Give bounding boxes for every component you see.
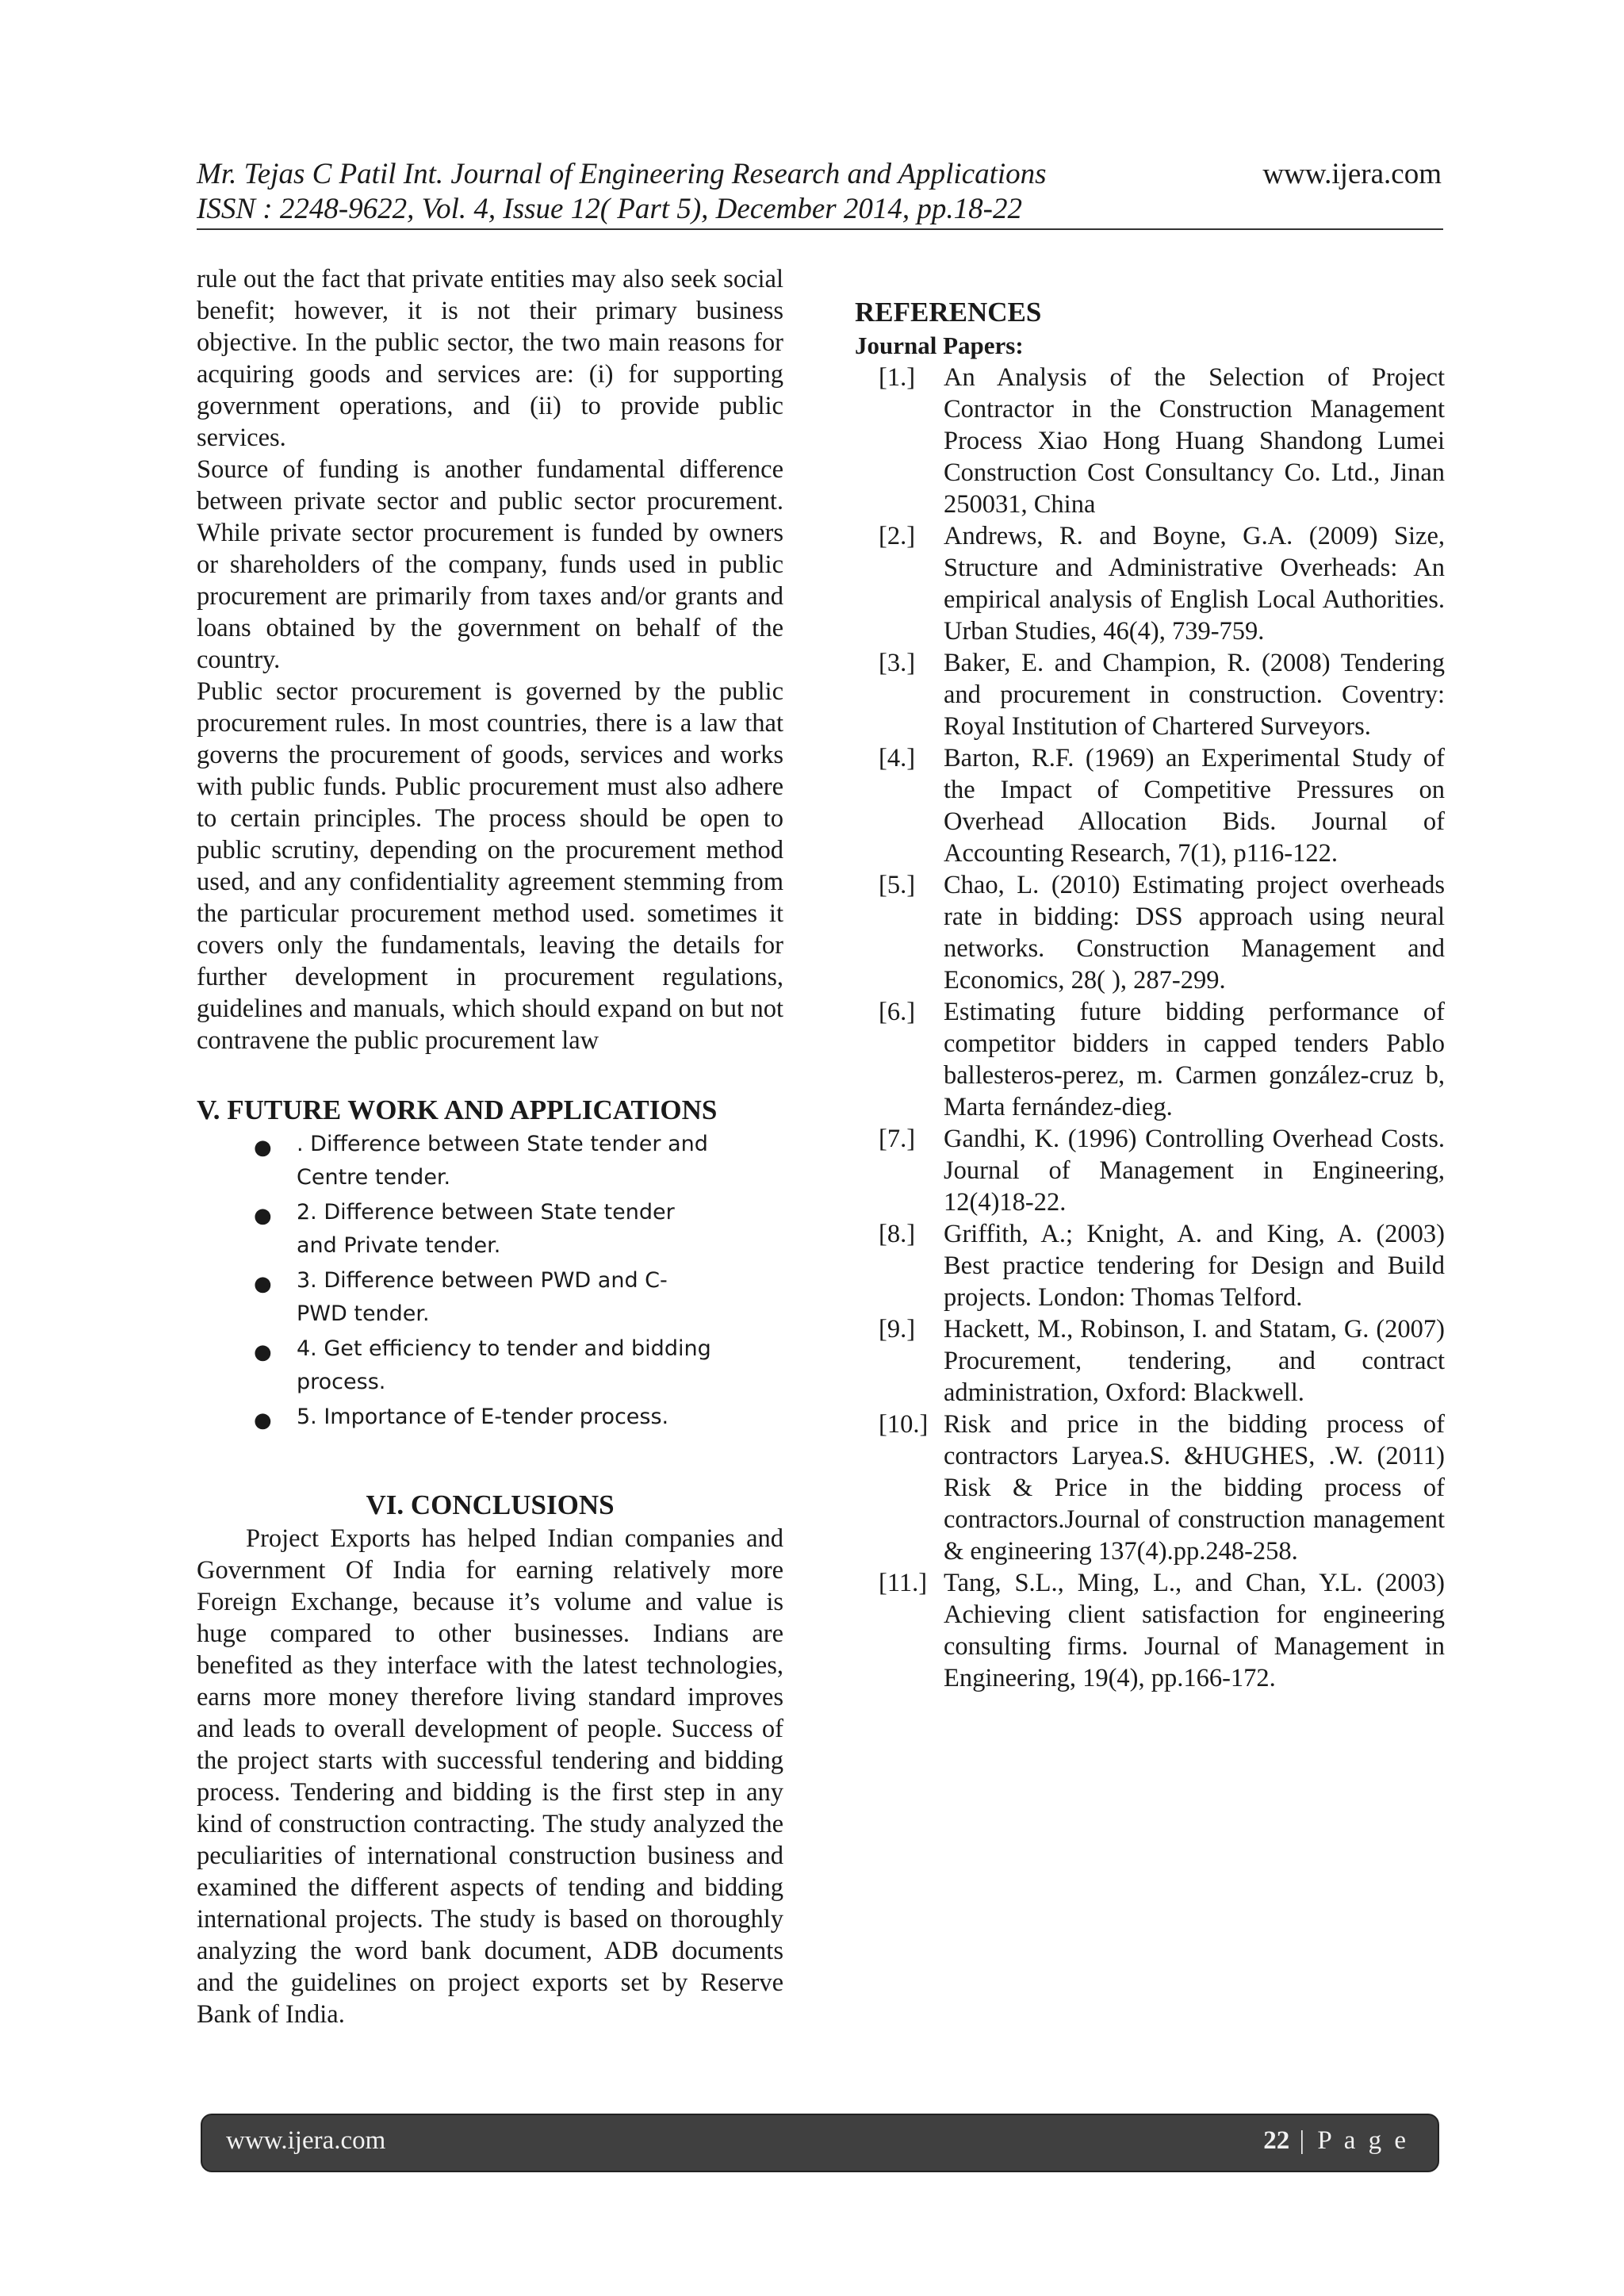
- reference-item: [4.] Barton, R.F. (1969) an Experimental Study of the Impact of Competitive Pressures on Overhead Allocation Bids. Journal of Accounting Research, 7(1), p116-122.: [879, 744, 1445, 868]
- header-divider: [197, 228, 1443, 230]
- header-url: www.ijera.com: [1262, 158, 1442, 190]
- bullet-icon: ●: [254, 1409, 272, 1432]
- list-item: ● 5. Importance of E-tender process.: [197, 1401, 783, 1434]
- paragraph: Public sector procurement is governed by the public procurement rules. In most countries, there is a law that governs the procurement of goods, services and works with public funds. Public procurement must also adhere to certain principles. The process should be open to public scrutiny, depending on the procurement method used, and any confidentiality agreement stemming from the particular procurement method used. sometimes it covers only the fundamentals, leaving the details for further development in procurement regulations, guidelines and manuals, which should expand on but not contravene the public procurement law: [197, 677, 783, 1055]
- list-item: ● 3. Difference between PWD and C-PWD tender.: [254, 1268, 668, 1326]
- future-work-list: [197, 1128, 783, 1434]
- reference-item: [7.] Gandhi, K. (1996) Controlling Overhead Costs. Journal of Management in Engineering, 12(4)18-22.: [879, 1125, 1445, 1217]
- running-header-issn: ISSN : 2248-9622, Vol. 4, Issue 12( Part 5), December 2014, pp.18-22: [197, 193, 1022, 225]
- reference-item: [3.] Baker, E. and Champion, R. (2008) Tendering and procurement in construction. Coventry: Royal Institution of Chartered Surveyors.: [879, 649, 1445, 741]
- footer-url: www.ijera.com: [226, 2126, 386, 2155]
- paragraph: Source of funding is another fundamental difference between private sector and public sector procurement. While private sector procurement is funded by owners or shareholders of the company, funds used in public procurement are primarily from taxes and/or grants and loans obtained by the government on behalf of the country.: [197, 455, 783, 674]
- section-heading-conclusions: VI. CONCLUSIONS: [366, 1489, 615, 1520]
- left-column: [197, 263, 783, 2030]
- bullet-icon: ●: [254, 1272, 272, 1296]
- reference-item: [5.] Chao, L. (2010) Estimating project overheads rate in bidding: DSS approach using neural networks. Construction Management and Economics, 28( ), 287-299.: [879, 871, 1445, 995]
- page-footer: [201, 2114, 1439, 2172]
- running-header-title: [197, 157, 1442, 192]
- reference-item: [6.] Estimating future bidding performance of competitor bidders in capped tenders Pablo ballesteros-perez, m. Carmen gonzález-cruz b, Marta fernández-dieg.: [879, 998, 1445, 1121]
- journal-papers-subheading: Journal Papers:: [855, 332, 1024, 359]
- reference-list: [855, 362, 1445, 1694]
- reference-item: [11.] Tang, S.L., Ming, L., and Chan, Y.L. (2003) Achieving client satisfaction for engineering consulting firms. Journal of Management in Engineering, 19(4), pp.166-172.: [879, 1569, 1445, 1692]
- bullet-icon: ●: [254, 1204, 272, 1228]
- reference-item: [8.] Griffith, A.; Knight, A. and King, A. (2003) Best practice tendering for Design and Build projects. London: Thomas Telford.: [879, 1220, 1445, 1312]
- reference-item: [1.] An Analysis of the Selection of Project Contractor in the Construction Management Process Xiao Hong Huang Shandong Lumei Construction Cost Consultancy Co. Ltd., Jinan 250031, China: [879, 363, 1445, 519]
- journal-title: Mr. Tejas C Patil Int. Journal of Engineering Research and Applications: [197, 158, 1047, 190]
- paragraph: rule out the fact that private entities may also seek social benefit; however, it is not their primary business objective. In the public sector, the two main reasons for acquiring goods and services are: (i) for supporting government operations, and (ii) to provide public services.: [197, 265, 783, 452]
- page-number: 22 | P a g e: [1263, 2126, 1409, 2155]
- references-heading: REFERENCES: [855, 297, 1042, 328]
- bullet-icon: ●: [254, 1340, 272, 1364]
- reference-item: [2.] Andrews, R. and Boyne, G.A. (2009) Size, Structure and Administrative Overheads: An empirical analysis of English Local Authorities. Urban Studies, 46(4), 739-759.: [879, 522, 1445, 646]
- right-column: [855, 295, 1445, 1694]
- list-item: ● 4. Get efficiency to tender and bidding process.: [254, 1336, 711, 1394]
- section-heading-future-work: V. FUTURE WORK AND APPLICATIONS: [197, 1094, 718, 1125]
- reference-item: [9.] Hackett, M., Robinson, I. and Statam, G. (2007) Procurement, tendering, and contract administration, Oxford: Blackwell.: [879, 1315, 1445, 1407]
- reference-item: [10.] Risk and price in the bidding process of contractors Laryea.S. &HUGHES, .W. (2011) Risk & Price in the bidding process of contractors.Journal of construction management & engineering 137(4).pp.248-258.: [879, 1410, 1445, 1566]
- list-item: ● 2. Difference between State tender and Private tender.: [254, 1200, 675, 1258]
- conclusion-paragraph: Project Exports has helped Indian companies and Government Of India for earning relatively more Foreign Exchange, because it’s volume and value is huge compared to other businesses. Indians are benefited as they interface with the latest technologies, earns more money therefore living standard improves and leads to overall development of people. Success of the project starts with successful tendering and bidding process. Tendering and bidding is the first step in any kind of construction contracting. The study analyzed the peculiarities of international construction business and examined the different aspects of tending and bidding international projects. The study is based on thoroughly analyzing the word bank document, ADB documents and the guidelines on project exports set by Reserve Bank of India.: [197, 1524, 783, 2029]
- bullet-icon: ●: [254, 1136, 272, 1159]
- list-item: ● . Difference between State tender and Centre tender.: [254, 1132, 708, 1190]
